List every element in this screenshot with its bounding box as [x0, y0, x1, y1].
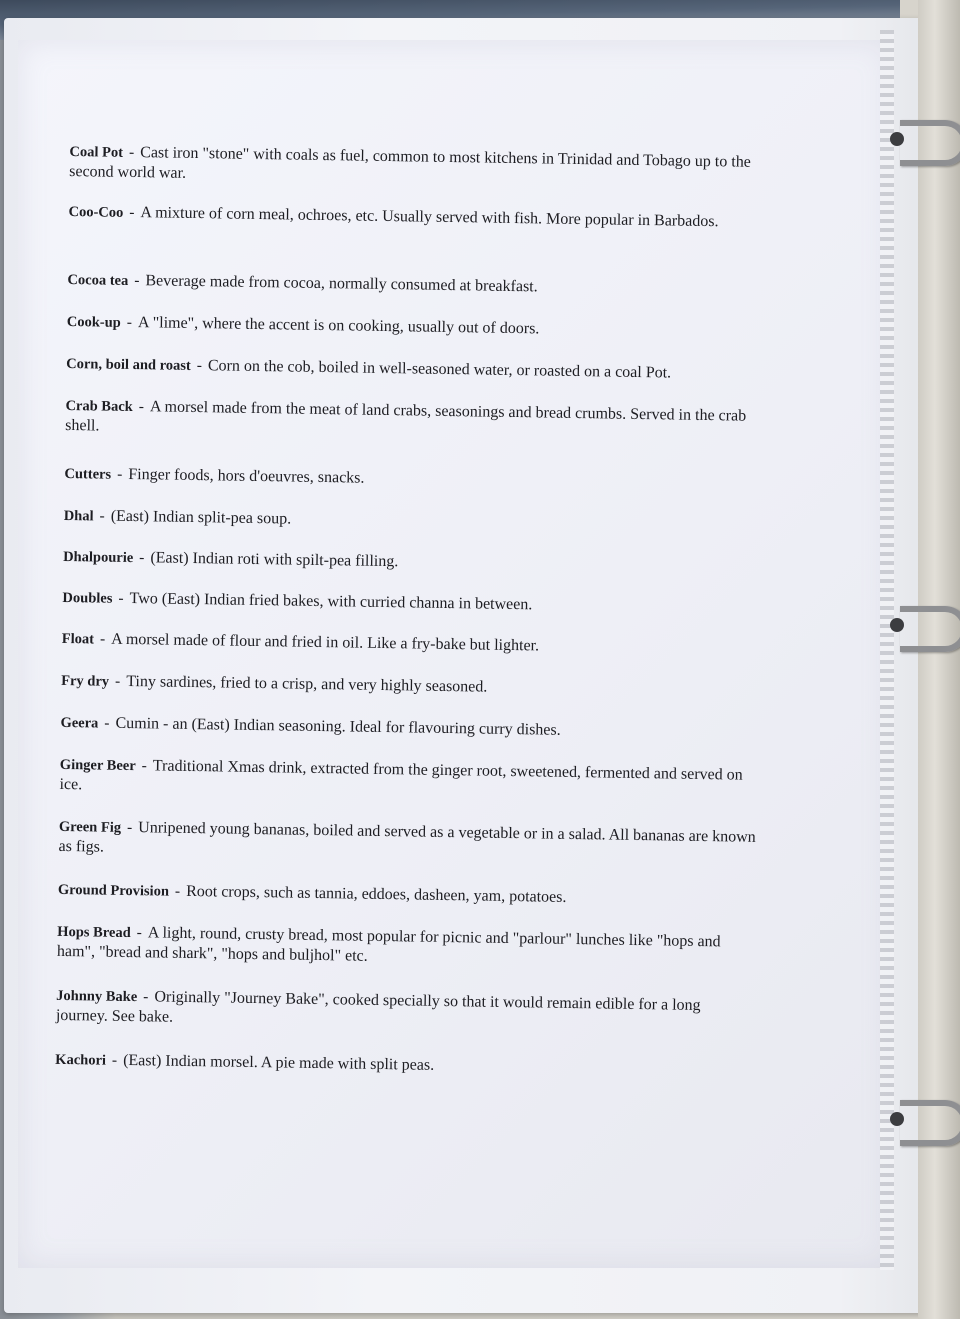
- term-separator: -: [99, 630, 106, 648]
- glossary-entry: [56, 986, 757, 1037]
- binder-ring-bottom: [900, 1100, 960, 1146]
- glossary-definition: Root crops, such as tannia, eddoes, dasheen, yam, potatoes.: [186, 882, 567, 906]
- glossary-definition: Unripened young bananas, boiled and served as a vegetable or in a salad. All bananas are known as figs.: [58, 819, 756, 856]
- term-separator: -: [136, 924, 143, 942]
- glossary-entry: [57, 922, 758, 973]
- glossary-definition: (East) Indian roti with spilt-pea filling.: [150, 549, 399, 571]
- glossary-definition: (East) Indian morsel. A pie made with split peas.: [123, 1051, 435, 1074]
- glossary-definition: Cast iron "stone" with coals as fuel, common to most kitchens in Trinidad and Tobago up to the second world war.: [69, 144, 751, 182]
- term-separator: -: [104, 714, 110, 732]
- glossary-entry: [63, 547, 763, 578]
- term-separator: -: [138, 398, 145, 416]
- glossary-term: Dhal: [63, 507, 94, 525]
- glossary-content: [53, 120, 770, 1191]
- glossary-term: Cocoa tea: [67, 271, 129, 289]
- glossary-term: Green Fig: [58, 818, 122, 836]
- glossary-entry: [61, 671, 761, 702]
- glossary-term: Kachori: [55, 1051, 107, 1069]
- glossary-definition: Cumin - an (East) Indian seasoning. Ideal for flavouring curry dishes.: [115, 714, 561, 739]
- glossary-term: Fry dry: [61, 672, 110, 690]
- term-separator: -: [99, 507, 105, 525]
- glossary-entry: [62, 629, 762, 660]
- term-separator: -: [196, 357, 203, 375]
- glossary-entry: [60, 713, 760, 744]
- binder-ring-top: [900, 120, 960, 166]
- glossary-entry: [58, 880, 758, 911]
- glossary-entry: [66, 354, 766, 385]
- glossary-definition: A morsel made of flour and fried in oil. Like a fry-bake but lighter.: [111, 630, 540, 655]
- glossary-term: Johnny Bake: [56, 987, 138, 1006]
- term-separator: -: [143, 988, 149, 1006]
- glossary-entry: [67, 270, 767, 301]
- term-separator: -: [111, 1051, 118, 1069]
- glossary-term: Coo-Coo: [68, 203, 124, 221]
- glossary-definition: Corn on the cob, boiled in well-seasoned water, or roasted on a coal Pot.: [207, 357, 672, 382]
- sheet-protector-perforations: [880, 30, 894, 1270]
- glossary-term: Corn, boil and roast: [66, 355, 191, 374]
- glossary-term: Doubles: [62, 589, 113, 607]
- glossary-definition: A light, round, crusty bread, most popular for picnic and "parlour" lunches like "hops and ham", "bread and shark", "hops and buljhol" etc.: [56, 924, 721, 965]
- glossary-term: Crab Back: [65, 397, 133, 416]
- glossary-entry: [59, 755, 760, 806]
- glossary-term: Dhalpourie: [63, 548, 134, 567]
- glossary-definition: A "lime", where the accent is on cooking, usually out of doors.: [137, 314, 540, 338]
- glossary-entry: [67, 312, 767, 343]
- glossary-definition: Tiny sardines, fried to a crisp, and very highly seasoned.: [126, 672, 488, 696]
- glossary-entry: [65, 396, 766, 447]
- glossary-entry: [55, 1050, 755, 1081]
- glossary-definition: Beverage made from cocoa, normally consumed at breakfast.: [145, 272, 538, 296]
- glossary-term: Ginger Beer: [59, 756, 136, 775]
- glossary-definition: Two (East) Indian fried bakes, with curried channa in between.: [129, 589, 533, 614]
- term-separator: -: [139, 549, 145, 567]
- glossary-entry: [68, 202, 768, 233]
- term-separator: -: [134, 272, 140, 290]
- term-separator: -: [114, 672, 121, 690]
- glossary-term: Ground Provision: [57, 881, 170, 900]
- glossary-definition: Traditional Xmas drink, extracted from the ginger root, sweetened, fermented and served on ice.: [59, 757, 743, 794]
- glossary-definition: A mixture of corn meal, ochroes, etc. Usually served with fish. More popular in Barbados.: [140, 204, 719, 231]
- glossary-entry: [62, 588, 762, 619]
- term-separator: -: [118, 589, 124, 607]
- glossary-term: Float: [61, 630, 95, 648]
- glossary-term: Cook-up: [66, 313, 121, 331]
- glossary-entry: [58, 817, 759, 868]
- glossary-term: Geera: [60, 714, 99, 732]
- glossary-term: Coal Pot: [69, 143, 124, 161]
- glossary-entry: [69, 142, 770, 193]
- glossary-definition: (East) Indian split-pea soup.: [110, 507, 292, 528]
- term-separator: -: [117, 465, 123, 483]
- term-separator: -: [174, 882, 181, 900]
- term-separator: -: [126, 818, 133, 837]
- glossary-entry: [64, 464, 764, 495]
- glossary-term: Cutters: [64, 465, 112, 483]
- term-separator: -: [128, 143, 135, 162]
- glossary-entry: [64, 506, 764, 537]
- term-separator: -: [126, 313, 133, 331]
- term-separator: -: [129, 203, 135, 222]
- glossary-definition: A morsel made from the meat of land crabs, seasonings and bread crumbs. Served in the crab shell.: [65, 398, 747, 435]
- glossary-term: Hops Bread: [57, 923, 131, 942]
- glossary-definition: Finger foods, hors d'oeuvres, snacks.: [128, 465, 365, 487]
- binder-ring-middle: [900, 606, 960, 652]
- glossary-definition: Originally "Journey Bake", cooked specially so that it would remain edible for a long journey. See bake.: [55, 988, 701, 1026]
- term-separator: -: [141, 757, 148, 775]
